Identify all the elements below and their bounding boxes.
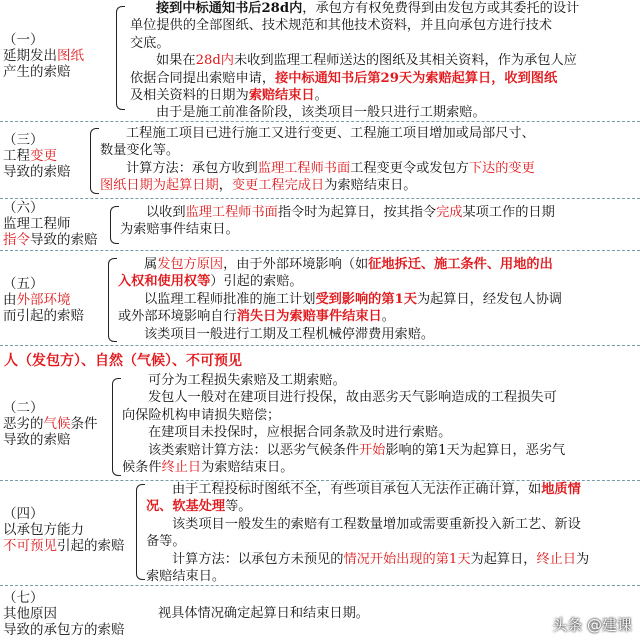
body-text: 该类索赔计算方法：以恶劣气候条件 xyxy=(148,442,359,458)
label-number: （三） xyxy=(3,132,44,148)
body-text: 由于是施工前准备阶段，该类项目一般只进行工期索赔。 xyxy=(156,105,486,121)
watermark-text: 头条 @建课 xyxy=(552,616,632,634)
body-text: 及相关资料的日期为 xyxy=(130,87,249,103)
label-text: 导致的承包方的索赔 xyxy=(3,622,125,638)
body-text: 向保险机构申请损失赔偿； xyxy=(122,407,281,423)
body-text: 影响的第1天为起算日，恶劣气 xyxy=(385,442,566,458)
section-divider xyxy=(0,250,640,252)
label-highlight: 气候 xyxy=(43,416,71,432)
label-highlight: 外部环境 xyxy=(16,292,71,308)
section-label-4 xyxy=(3,506,125,554)
label-number: （五） xyxy=(3,276,44,292)
body-text: 索赔结束日。 xyxy=(146,568,226,584)
section-label-1 xyxy=(3,32,84,80)
label-text: 引起的索赔 xyxy=(57,538,125,554)
body-text: 可分为工程损失索赔及工期索赔。 xyxy=(148,373,346,388)
section-label-6 xyxy=(3,200,98,248)
body-highlight: 图纸日期为起算日期 xyxy=(100,178,219,194)
body-text: 单位提供的全部图纸、技术规范和其他技术资料，并且向承包方进行技术 xyxy=(130,18,552,34)
label-text: 导致的索赔 xyxy=(3,164,71,180)
body-text: 如果在 xyxy=(156,53,196,69)
brace xyxy=(90,128,99,194)
body-text: 该类项目一般发生的索赔有工程数量增加或需要重新投入新工艺、新设 xyxy=(172,516,581,532)
body-highlight: 地质情 xyxy=(541,482,581,497)
label-text: 恶劣的 xyxy=(3,416,44,432)
body-text: 为 xyxy=(576,551,590,567)
body-text: 。 xyxy=(314,87,328,103)
label-number: （四） xyxy=(3,506,44,522)
label-text: 工程 xyxy=(3,148,30,164)
label-number: （一） xyxy=(3,32,44,48)
body-text: 计算方法：承包方收到 xyxy=(126,160,258,176)
section-divider xyxy=(0,585,640,587)
body-text: 依据合同提出索赔申请， xyxy=(130,70,276,86)
section-label-2 xyxy=(3,400,98,448)
body-text: ， xyxy=(218,178,232,194)
body-highlight: 监理工程师书面 xyxy=(257,160,351,176)
section-body-4 xyxy=(146,481,589,585)
body-highlight: 发包方原因 xyxy=(157,257,224,272)
body-text: 为索赔事件结束日。 xyxy=(120,222,239,238)
section-label-7 xyxy=(3,590,125,638)
label-text: 导致的索赔 xyxy=(3,432,71,448)
body-highlight: 变更工程完成日 xyxy=(231,178,325,194)
label-highlight: 不可预见 xyxy=(3,538,57,554)
body-highlight: 完成 xyxy=(436,205,463,220)
body-text: 属 xyxy=(144,257,158,272)
body-highlight: 情况开始出现的第1天 xyxy=(343,551,471,567)
label-text: 导致的索赔 xyxy=(30,232,98,248)
body-highlight: 28d内 xyxy=(195,53,234,69)
body-text: ，由于外部环境影响（如 xyxy=(223,257,369,272)
label-text: 由 xyxy=(3,292,17,308)
body-text: 工程变更令或发包方 xyxy=(350,160,469,176)
body-text: 指令时为起算日，按其指令 xyxy=(277,205,437,220)
section-body-6 xyxy=(120,204,555,239)
body-text: 等。 xyxy=(225,499,252,515)
section-label-3 xyxy=(3,132,71,180)
label-text: 产生的索赔 xyxy=(3,64,71,80)
body-text: 以收到 xyxy=(146,205,186,220)
body-text: 由于工程投标时图纸不全，有些项目承包人无法作正确计算，如 xyxy=(172,482,542,497)
body-highlight: 入权和使用权等 xyxy=(118,274,211,290)
label-number: （七） xyxy=(3,590,44,606)
section-divider xyxy=(0,345,640,347)
body-highlight: 消失日为索赔事件结束日 xyxy=(236,309,382,325)
body-highlight: 下达的变更 xyxy=(468,160,535,176)
body-text: 备等。 xyxy=(146,534,186,550)
label-text: 延期发出 xyxy=(3,48,57,64)
body-text: 未收到监理工程师送达的图纸及其相关资料，作为承包人应 xyxy=(233,53,577,69)
label-highlight: 图纸 xyxy=(57,48,84,64)
label-text: 以承包方能力 xyxy=(3,522,84,538)
label-text: 而引起的索赔 xyxy=(3,308,84,324)
body-text: 以监理工程师批准的施工计划 xyxy=(144,291,316,307)
body-text: ）引起的索赔。 xyxy=(210,274,303,290)
brace xyxy=(110,206,119,244)
label-text: 其他原因 xyxy=(3,606,57,622)
label-highlight: 指令 xyxy=(3,232,30,248)
category-heading: 人（发包方）、自然（气候）、不可预见 xyxy=(4,353,242,369)
label-number: （二） xyxy=(3,400,44,416)
section-body-2 xyxy=(122,372,565,476)
section-body-5 xyxy=(118,256,562,343)
body-highlight: 况、软基处理 xyxy=(146,499,226,515)
body-highlight: 终止日 xyxy=(536,551,577,567)
body-highlight: 征地拆迁、施工条件、用地的出 xyxy=(368,257,553,272)
brace xyxy=(136,484,145,580)
body-text: 数量变化等。 xyxy=(100,143,180,159)
body-highlight: 接中标通知书后第29天为索赔起算日，收到图纸 xyxy=(275,70,558,86)
brace xyxy=(116,6,125,110)
body-text: 在建项目未投保时，应根据合同条款及时进行索赔。 xyxy=(148,425,452,441)
section-body-3 xyxy=(100,125,535,195)
label-highlight: 变更 xyxy=(30,148,57,164)
label-text: 条件 xyxy=(70,416,98,432)
body-text: 交底。 xyxy=(130,35,170,51)
body-text: 。 xyxy=(381,309,395,325)
body-text: 视具体情况确定起算日和结束日期。 xyxy=(158,606,369,621)
body-text: 接到中标通知书后28d内 xyxy=(156,1,303,16)
section-body-1 xyxy=(130,0,579,122)
body-highlight: 受到影响的第1天 xyxy=(315,291,417,307)
body-text: 或外部环境影响自行 xyxy=(118,309,237,325)
body-text: 该类项目一般进行工期及工程机械停滞费用索赔。 xyxy=(144,326,435,342)
body-highlight: 索赔结束日 xyxy=(248,87,315,103)
label-text: 监理工程师 xyxy=(3,216,71,232)
body-text: 某项工作的日期 xyxy=(462,205,555,220)
section-label-5 xyxy=(3,276,84,324)
brace xyxy=(112,378,121,476)
body-text: 候条件 xyxy=(122,459,162,475)
body-text: 为索赔结束日。 xyxy=(201,459,294,475)
body-highlight: 开始 xyxy=(359,442,386,458)
section-divider xyxy=(0,121,640,123)
body-text: 发包人一般对在建项目进行投保，故由恶劣天气影响造成的工程损失可 xyxy=(148,390,557,406)
body-text: 为起算日， xyxy=(470,551,537,567)
body-text: 工程施工项目已进行施工又进行变更、工程施工项目增加或局部尺寸、 xyxy=(126,126,535,141)
body-highlight: 终止日 xyxy=(161,459,202,475)
brace xyxy=(108,258,117,342)
body-text: 为起算日，经发包人协调 xyxy=(416,291,562,307)
body-text: 为索赔结束日。 xyxy=(324,178,417,194)
body-text: ，承包方有权免费得到由发包方或其委托的设计 xyxy=(302,1,580,16)
label-number: （六） xyxy=(3,200,44,216)
section-body-7 xyxy=(158,605,369,622)
body-highlight: 监理工程师书面 xyxy=(185,205,278,220)
body-text: 计算方法：以承包方未预见的 xyxy=(172,551,344,567)
